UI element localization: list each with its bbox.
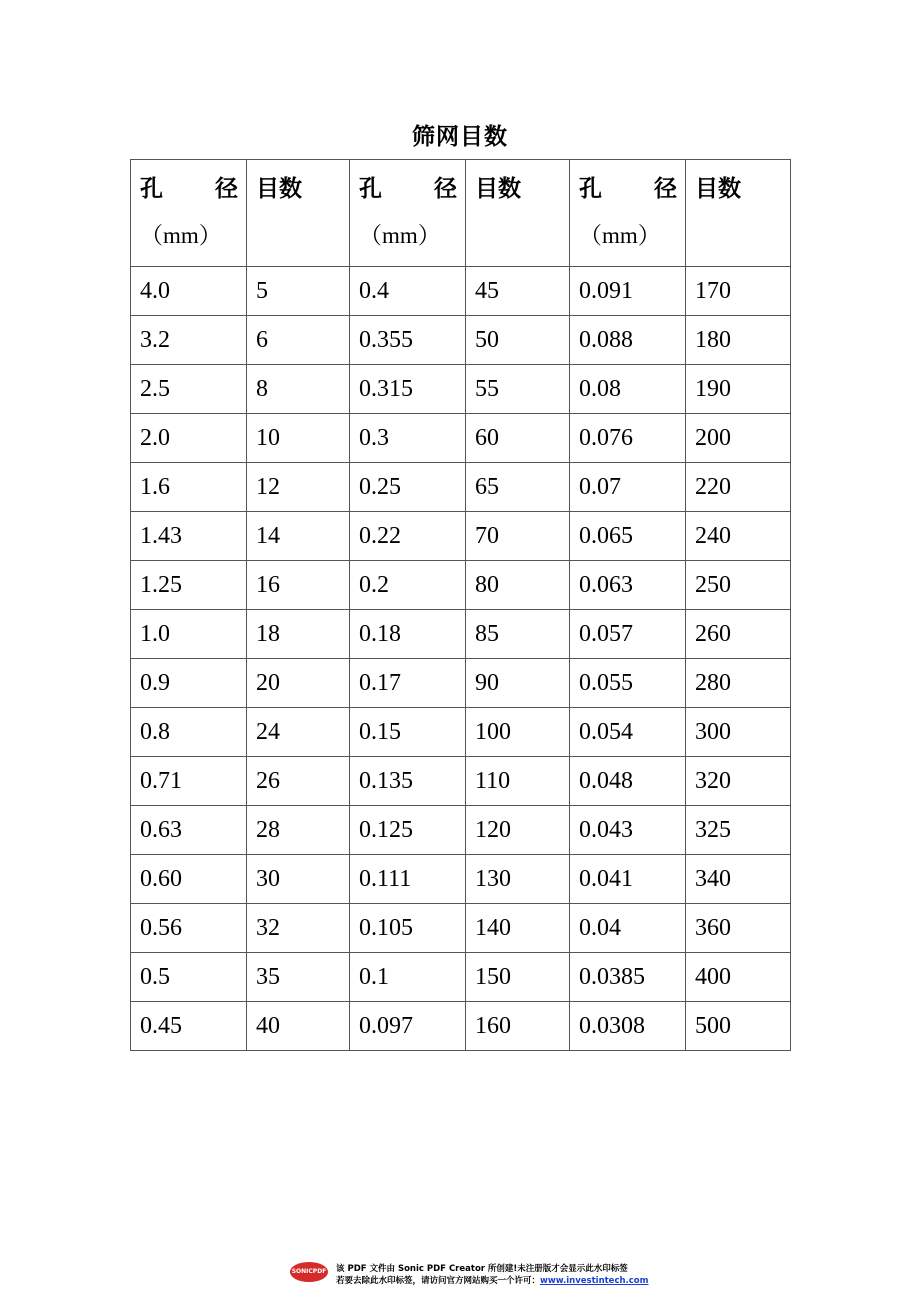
aperture-cell: 0.125 <box>350 806 466 855</box>
mesh-cell: 28 <box>247 806 350 855</box>
aperture-cell: 0.9 <box>131 659 247 708</box>
aperture-cell: 2.0 <box>131 414 247 463</box>
aperture-cell: 0.60 <box>131 855 247 904</box>
mesh-cell: 70 <box>466 512 570 561</box>
table-row <box>131 512 791 561</box>
aperture-cell: 0.315 <box>350 365 466 414</box>
mesh-cell: 14 <box>247 512 350 561</box>
mesh-cell: 12 <box>247 463 350 512</box>
mesh-cell: 65 <box>466 463 570 512</box>
aperture-cell: 0.111 <box>350 855 466 904</box>
mesh-cell: 35 <box>247 953 350 1002</box>
table-row <box>131 365 791 414</box>
mesh-cell: 80 <box>466 561 570 610</box>
aperture-cell: 0.15 <box>350 708 466 757</box>
aperture-label-part2: 径 <box>215 176 238 202</box>
table-row <box>131 659 791 708</box>
mesh-cell: 280 <box>686 659 791 708</box>
header-mesh-2: 目数 <box>466 160 570 267</box>
aperture-label-part1: 孔 <box>579 176 602 202</box>
aperture-cell: 0.45 <box>131 1002 247 1051</box>
table-row <box>131 561 791 610</box>
header-aperture-2 <box>350 160 466 267</box>
sonicpdf-logo: SONICPDF <box>290 1262 328 1282</box>
aperture-cell: 0.4 <box>350 267 466 316</box>
aperture-cell: 0.04 <box>570 904 686 953</box>
aperture-cell: 0.17 <box>350 659 466 708</box>
aperture-cell: 0.105 <box>350 904 466 953</box>
mesh-cell: 100 <box>466 708 570 757</box>
mesh-cell: 240 <box>686 512 791 561</box>
aperture-cell: 0.22 <box>350 512 466 561</box>
aperture-cell: 0.043 <box>570 806 686 855</box>
mesh-cell: 360 <box>686 904 791 953</box>
mesh-cell: 6 <box>247 316 350 365</box>
mesh-cell: 10 <box>247 414 350 463</box>
table-row <box>131 414 791 463</box>
aperture-label-part1: 孔 <box>140 176 163 202</box>
aperture-cell: 0.1 <box>350 953 466 1002</box>
aperture-cell: 0.0308 <box>570 1002 686 1051</box>
header-mesh-3: 目数 <box>686 160 791 267</box>
mesh-cell: 60 <box>466 414 570 463</box>
watermark-line-1: 该 PDF 文件由 Sonic PDF Creator 所创建!未注册版才会显示此水印标签 <box>336 1264 628 1274</box>
aperture-label-part1: 孔 <box>359 176 382 202</box>
aperture-cell: 0.3 <box>350 414 466 463</box>
aperture-cell: 0.18 <box>350 610 466 659</box>
page-title: 筛网目数 <box>412 124 508 150</box>
header-mesh-1: 目数 <box>247 160 350 267</box>
mesh-cell: 160 <box>466 1002 570 1051</box>
aperture-cell: 0.56 <box>131 904 247 953</box>
table-row <box>131 267 791 316</box>
mesh-cell: 170 <box>686 267 791 316</box>
table-row <box>131 904 791 953</box>
table-row <box>131 1002 791 1051</box>
aperture-cell: 0.048 <box>570 757 686 806</box>
aperture-unit: （mm） <box>140 223 222 248</box>
mesh-cell: 8 <box>247 365 350 414</box>
mesh-cell: 50 <box>466 316 570 365</box>
mesh-cell: 325 <box>686 806 791 855</box>
mesh-cell: 18 <box>247 610 350 659</box>
aperture-cell: 0.091 <box>570 267 686 316</box>
mesh-cell: 20 <box>247 659 350 708</box>
aperture-cell: 0.08 <box>570 365 686 414</box>
aperture-cell: 0.054 <box>570 708 686 757</box>
aperture-cell: 1.0 <box>131 610 247 659</box>
mesh-cell: 45 <box>466 267 570 316</box>
mesh-cell: 24 <box>247 708 350 757</box>
aperture-cell: 0.07 <box>570 463 686 512</box>
mesh-cell: 16 <box>247 561 350 610</box>
aperture-cell: 0.041 <box>570 855 686 904</box>
mesh-cell: 30 <box>247 855 350 904</box>
aperture-cell: 0.097 <box>350 1002 466 1051</box>
aperture-cell: 0.065 <box>570 512 686 561</box>
watermark-line-2 <box>336 1274 649 1286</box>
aperture-cell: 0.0385 <box>570 953 686 1002</box>
table-row <box>131 806 791 855</box>
aperture-unit: （mm） <box>579 223 661 248</box>
aperture-label-part2: 径 <box>654 176 677 202</box>
investintech-link[interactable]: www.investintech.com <box>540 1276 649 1286</box>
aperture-cell: 0.355 <box>350 316 466 365</box>
mesh-cell: 340 <box>686 855 791 904</box>
mesh-cell: 190 <box>686 365 791 414</box>
aperture-cell: 0.8 <box>131 708 247 757</box>
table-row <box>131 316 791 365</box>
aperture-cell: 0.63 <box>131 806 247 855</box>
aperture-cell: 0.063 <box>570 561 686 610</box>
aperture-cell: 2.5 <box>131 365 247 414</box>
mesh-size-table <box>130 159 791 1051</box>
mesh-cell: 110 <box>466 757 570 806</box>
aperture-cell: 4.0 <box>131 267 247 316</box>
table-row <box>131 953 791 1002</box>
mesh-cell: 55 <box>466 365 570 414</box>
aperture-cell: 0.055 <box>570 659 686 708</box>
aperture-cell: 1.43 <box>131 512 247 561</box>
mesh-cell: 85 <box>466 610 570 659</box>
mesh-cell: 180 <box>686 316 791 365</box>
mesh-cell: 250 <box>686 561 791 610</box>
aperture-cell: 0.135 <box>350 757 466 806</box>
aperture-cell: 3.2 <box>131 316 247 365</box>
mesh-cell: 500 <box>686 1002 791 1051</box>
mesh-cell: 32 <box>247 904 350 953</box>
mesh-cell: 120 <box>466 806 570 855</box>
mesh-cell: 140 <box>466 904 570 953</box>
mesh-cell: 5 <box>247 267 350 316</box>
mesh-cell: 40 <box>247 1002 350 1051</box>
mesh-cell: 130 <box>466 855 570 904</box>
table-row <box>131 610 791 659</box>
mesh-cell: 400 <box>686 953 791 1002</box>
table-row <box>131 757 791 806</box>
table-row <box>131 855 791 904</box>
aperture-cell: 0.088 <box>570 316 686 365</box>
watermark-footer <box>290 1260 710 1290</box>
aperture-cell: 1.25 <box>131 561 247 610</box>
aperture-unit: （mm） <box>359 223 441 248</box>
mesh-cell: 150 <box>466 953 570 1002</box>
aperture-label-part2: 径 <box>434 176 457 202</box>
mesh-cell: 200 <box>686 414 791 463</box>
header-aperture-1 <box>131 160 247 267</box>
watermark-line-2-text: 若要去除此水印标签，请访问官方网站购买一个许可： <box>336 1276 541 1286</box>
aperture-cell: 0.057 <box>570 610 686 659</box>
mesh-cell: 300 <box>686 708 791 757</box>
mesh-cell: 220 <box>686 463 791 512</box>
aperture-cell: 1.6 <box>131 463 247 512</box>
aperture-cell: 0.5 <box>131 953 247 1002</box>
table-row <box>131 463 791 512</box>
header-aperture-3 <box>570 160 686 267</box>
aperture-cell: 0.2 <box>350 561 466 610</box>
table-header-row <box>131 160 791 267</box>
mesh-cell: 26 <box>247 757 350 806</box>
mesh-cell: 260 <box>686 610 791 659</box>
table-row <box>131 708 791 757</box>
aperture-cell: 0.25 <box>350 463 466 512</box>
mesh-cell: 90 <box>466 659 570 708</box>
mesh-cell: 320 <box>686 757 791 806</box>
aperture-cell: 0.076 <box>570 414 686 463</box>
aperture-cell: 0.71 <box>131 757 247 806</box>
